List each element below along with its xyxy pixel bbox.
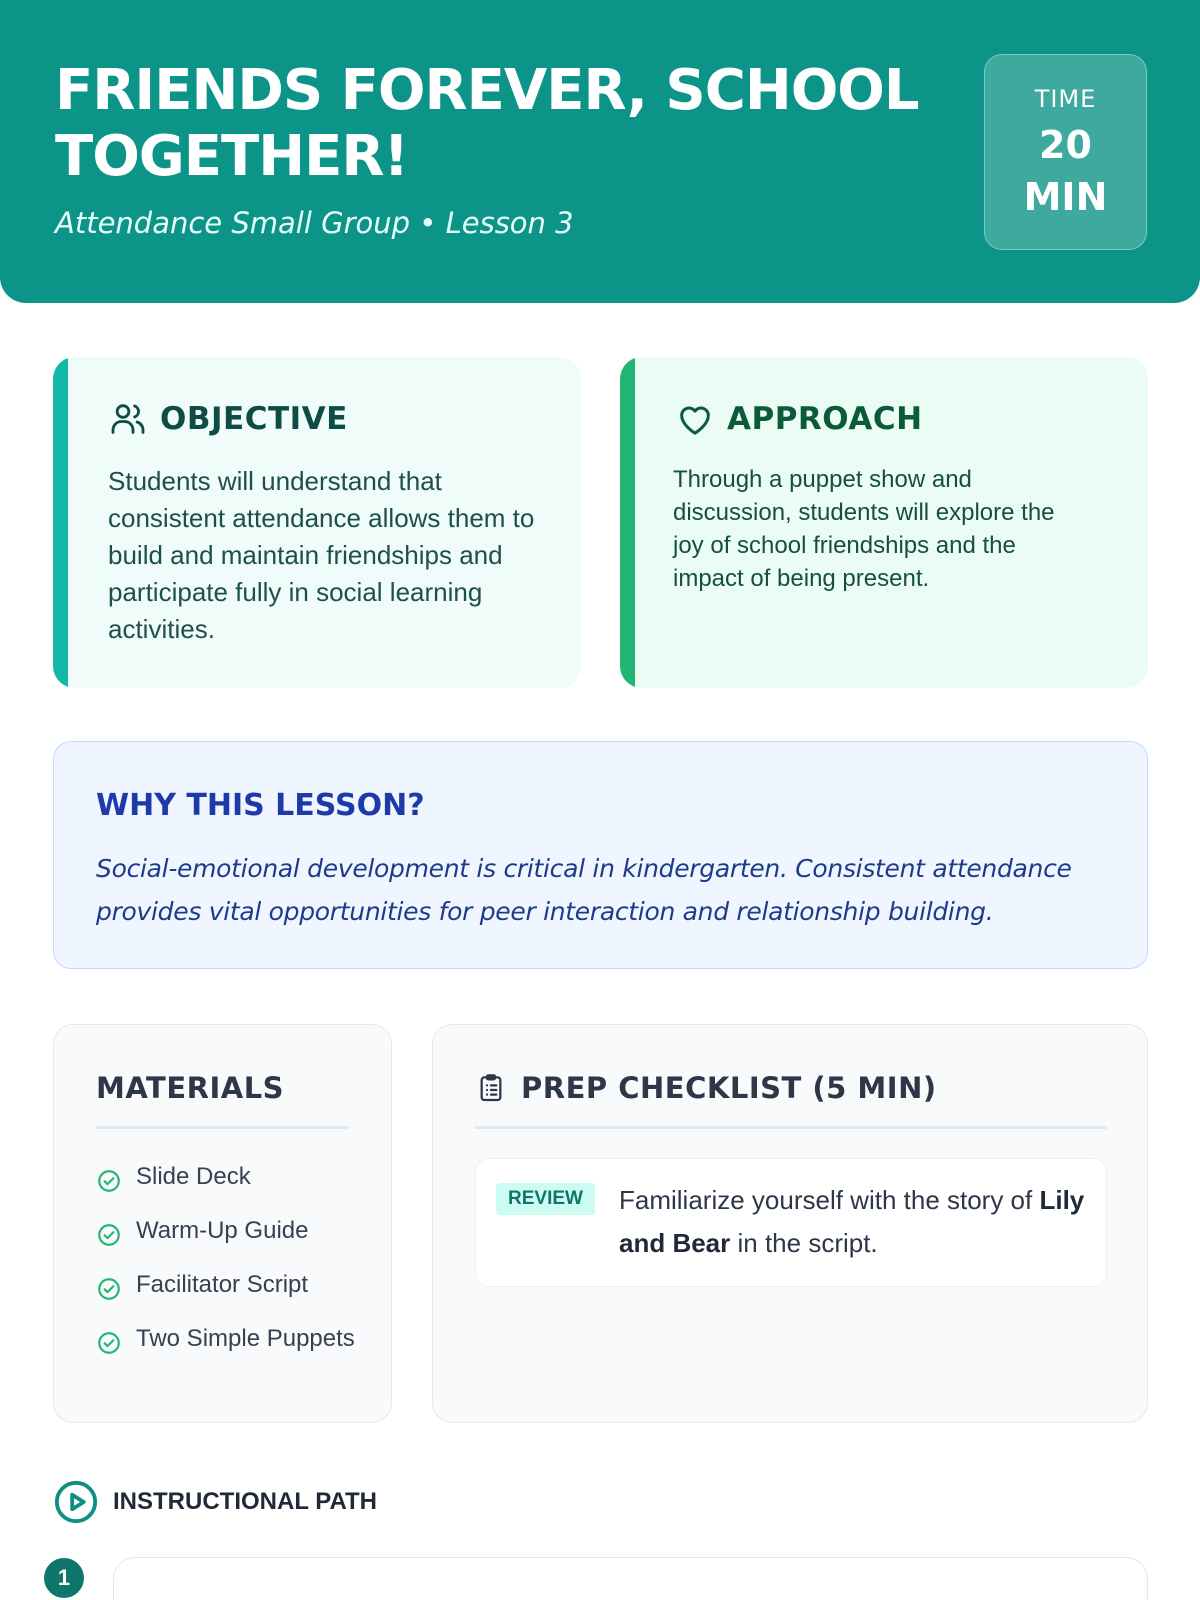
materials-heading: MATERIALS: [96, 1071, 285, 1105]
approach-heading: APPROACH: [727, 401, 923, 437]
approach-heading-row: [675, 399, 923, 439]
list-item: [96, 1214, 366, 1248]
check-circle-icon: [96, 1168, 122, 1194]
check-circle-icon: [96, 1276, 122, 1302]
step-number-badge: 1: [44, 1558, 84, 1598]
play-circle-icon: [53, 1479, 99, 1525]
instructional-path-heading: INSTRUCTIONAL PATH: [113, 1488, 377, 1515]
page-title: FRIENDS FOREVER, SCHOOL TOGETHER!: [55, 58, 919, 189]
objective-accent-bar: [53, 357, 68, 688]
prep-heading-row: [475, 1071, 937, 1105]
prep-item-text: Familiarize yourself with the story of Lily and Bear in the script.: [619, 1185, 1085, 1258]
prep-heading: PREP CHECKLIST (5 MIN): [521, 1071, 937, 1105]
objective-heading-row: [108, 399, 348, 439]
approach-card: [620, 357, 1148, 688]
time-value: 20 MIN: [1023, 123, 1108, 219]
story-name: Lily and Bear: [619, 1185, 1085, 1258]
materials-divider: [96, 1126, 348, 1129]
approach-text: Through a puppet show and discussion, students will explore the joy of school friendships and the impact of being present.: [673, 466, 1055, 592]
list-item: [96, 1160, 366, 1194]
clipboard-icon: [475, 1071, 507, 1105]
check-circle-icon: [96, 1222, 122, 1248]
prep-divider: [475, 1126, 1107, 1129]
material-label: Facilitator Script: [136, 1271, 309, 1298]
why-heading: WHY THIS LESSON?: [96, 788, 425, 823]
users-icon: [108, 399, 148, 439]
material-label: Two Simple Puppets: [136, 1325, 355, 1352]
heart-icon: [675, 399, 715, 439]
step-card: [113, 1557, 1148, 1600]
objective-text: Students will understand that consistent attendance allows them to build and maintain friendships and participate fully in social learning activities.: [108, 466, 535, 644]
lesson-header: [0, 0, 1200, 303]
list-item: [96, 1268, 366, 1302]
material-label: Slide Deck: [136, 1163, 251, 1190]
lesson-subtitle: Attendance Small Group • Lesson 3: [55, 206, 574, 240]
list-item: [96, 1322, 366, 1356]
objective-heading: OBJECTIVE: [160, 401, 348, 437]
why-this-lesson-panel: [53, 741, 1148, 969]
approach-accent-bar: [620, 357, 635, 688]
material-label: Warm-Up Guide: [136, 1217, 309, 1244]
materials-card: [53, 1024, 392, 1423]
review-badge: REVIEW: [496, 1183, 595, 1215]
why-text: Social-emotional development is critical in kindergarten. Consistent attendance provides vital opportunities for peer interaction and relationship building.: [96, 854, 1072, 926]
prep-checklist-card: [432, 1024, 1148, 1423]
time-badge: [984, 54, 1147, 250]
materials-list: [96, 1160, 366, 1376]
time-label: TIME: [1034, 85, 1097, 113]
list-item: [475, 1158, 1107, 1287]
check-circle-icon: [96, 1330, 122, 1356]
objective-card: [53, 357, 581, 688]
instructional-path-heading-row: [53, 1479, 377, 1525]
